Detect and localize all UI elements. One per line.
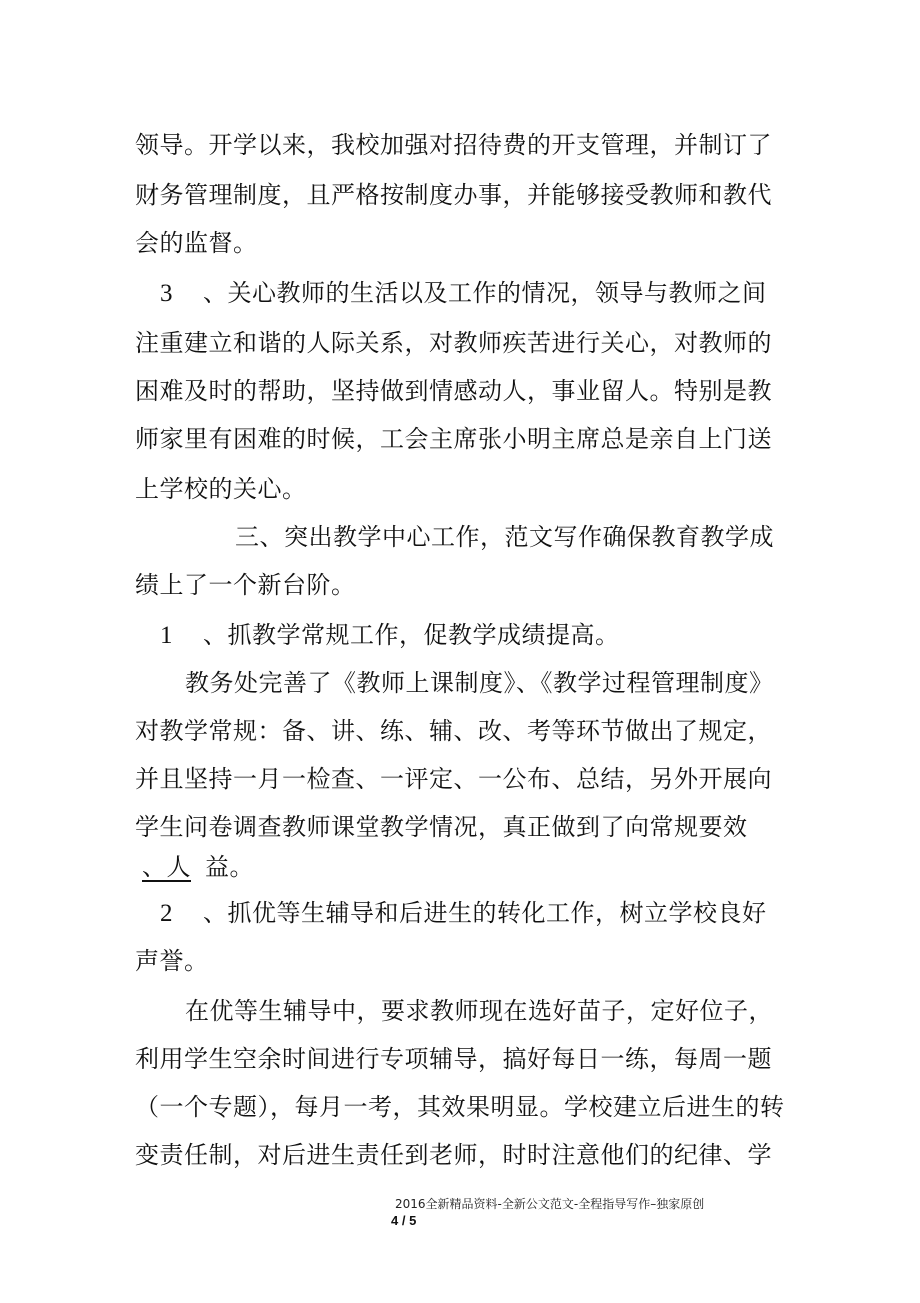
list-item-text: 、关心教师的生活以及工作的情况，领导与教师之间 [203,279,767,307]
text-line: 学生问卷调查教师课堂教学情况，真正做到了向常规要效 [135,813,748,841]
text-line: 利用学生空余时间进行专项辅导，搞好每日一练，每周一题 [135,1045,772,1073]
list-item-text: 、抓教学常规工作，促教学成绩提高。 [203,621,620,649]
list-item-3 [160,278,767,309]
text-line [142,852,254,882]
list-number: 1 [160,622,173,649]
text-line: 教务处完善了《教师上课制度》、《教学过程管理制度》 [185,669,774,697]
text-line: 师家里有困难的时候，工会主席张小明主席总是亲自上门送 [135,425,772,453]
text-line: 上学校的关心。 [135,475,307,503]
text-line: 注重建立和谐的人际关系，对教师疾苦进行关心，对教师的 [135,329,772,357]
page-number: 4 / 5 [391,1213,417,1228]
list-item-2 [160,898,767,929]
text-fragment: 益。 [205,853,254,881]
list-number: 3 [160,280,173,307]
section-heading: 三、突出教学中心工作，范文写作确保教育教学成 [235,523,774,551]
text-line: 并且坚持一月一检查、一评定、一公布、总结，另外开展向 [135,765,772,793]
text-line: 变责任制，对后进生责任到老师，时时注意他们的纪律、学 [135,1141,772,1169]
text-line: 声誉。 [135,947,209,975]
text-line: 困难及时的帮助，坚持做到情感动人，事业留人。特别是教 [135,377,772,405]
text-line: 会的监督。 [135,229,258,257]
text-line: （一个专题），每月一考，其效果明显。学校建立后进生的转 [135,1093,785,1121]
text-line: 对教学常规：备、讲、练、辅、改、考等环节做出了规定， [135,717,772,745]
list-item-text: 、抓优等生辅导和后进生的转化工作，树立学校良好 [203,899,767,927]
footer-text: 2016全新精品资料-全新公文范文-全程指导写作–独家原创 [395,1197,705,1211]
text-line: 财务管理制度，且严格按制度办事，并能够接受教师和教代 [135,181,772,209]
text-line: 领导。开学以来，我校加强对招待费的开支管理，并制订了 [135,131,772,159]
underlined-text: 、人 [142,853,191,881]
list-item-1 [160,620,620,651]
section-heading-cont: 绩上了一个新台阶。 [135,571,356,599]
text-line: 在优等生辅导中，要求教师现在选好苗子，定好位子， [185,997,773,1025]
list-number: 2 [160,900,173,927]
